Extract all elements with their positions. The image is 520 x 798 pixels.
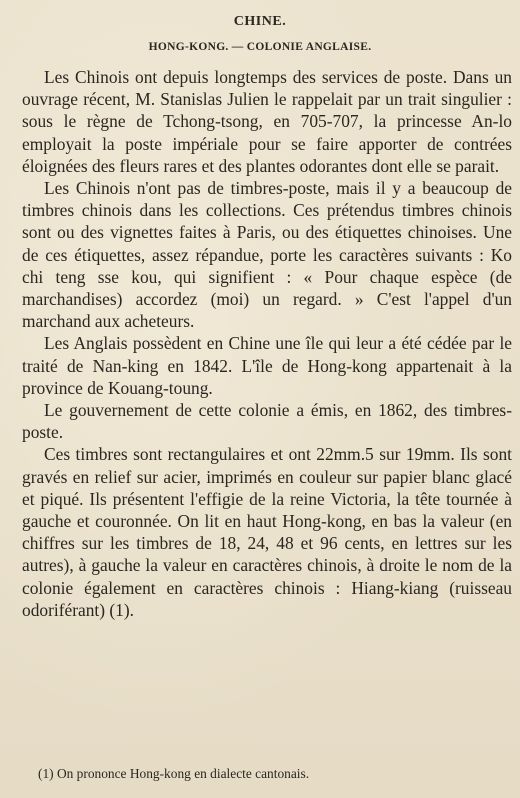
- page-title: CHINE.: [233, 14, 287, 29]
- body-text: [22, 66, 512, 621]
- paragraph-3: Les Anglais possèdent en Chine une île qui leur a été cédée par le traité de Nan-king en 1842. L'île de Hong-kong appartenait à la province de Kouang-toung.: [22, 333, 512, 398]
- section-title: HONG-KONG. — COLONIE ANGLAISE.: [148, 41, 372, 53]
- paragraph-4: Le gouvernement de cette colonie a émis, en 1862, des timbres-poste.: [22, 400, 512, 443]
- paragraph-1: Les Chinois ont depuis longtemps des services de poste. Dans un ouvrage récent, M. Stanislas Julien le rappelait par un trait singulier : sous le règne de Tchong-tsong, en 705-707, la princesse An-lo employait la poste impériale pour se faire apporter de contrées éloignées des fleurs rares et des plantes odorantes dont elle se parait.: [22, 67, 512, 176]
- paragraph-2: Les Chinois n'ont pas de timbres-poste, mais il y a beaucoup de timbres chinois dans les collections. Ces prétendus timbres chinois sont ou des vignettes faites à Paris, ou des étiquettes chinoises. Une de ces étiquettes, assez répandue, porte les caractères suivants : Ko chi teng sse kou, qui signifient : « Pour chaque espèce (de marchandises) accordez (moi) un regard. » C'est l'appel d'un marchand aux acheteurs.: [22, 178, 512, 332]
- footnote: (1) On prononce Hong-kong en dialecte cantonais.: [38, 766, 310, 781]
- paragraph-5: Ces timbres sont rectangulaires et ont 22mm.5 sur 19mm. Ils sont gravés en relief sur acier, imprimés en couleur sur papier blanc glacé et piqué. Ils présentent l'effigie de la reine Victoria, la tête tournée à gauche et couronnée. On lit en haut Hong-kong, en bas la valeur (en chiffres sur les timbres de 18, 24, 48 et 96 cents, en lettres sur les autres), à gauche la valeur en caractères chinois, à droite le nom de la colonie également en caractères chinois : Hiang-kiang (ruisseau odoriférant) (1).: [22, 444, 512, 620]
